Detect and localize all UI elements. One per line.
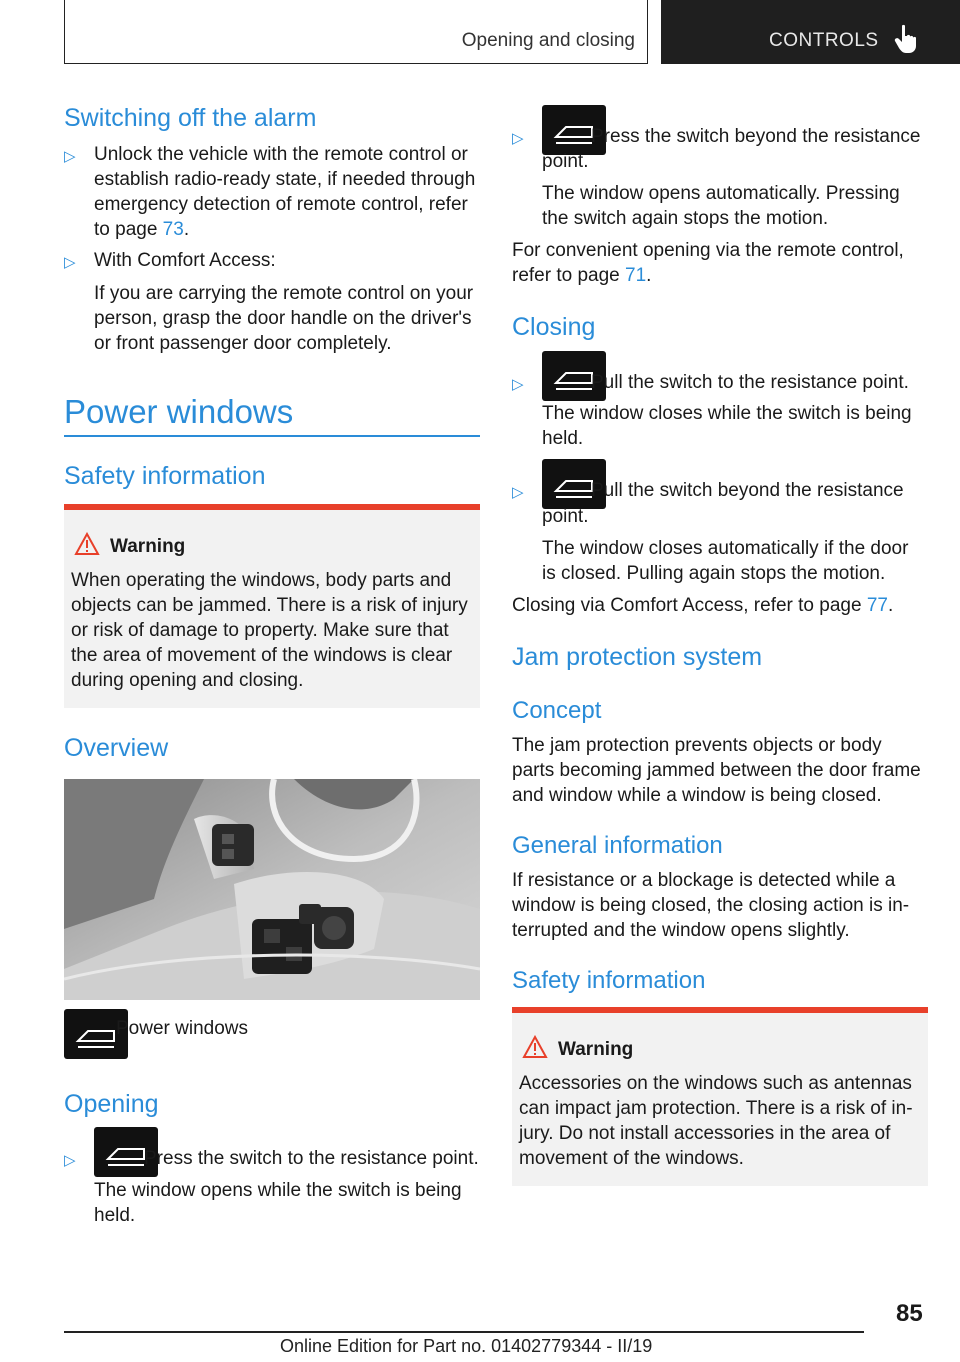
safety-heading-left: Safety information	[64, 462, 266, 490]
triangle-bullet-icon: ▷	[64, 254, 76, 271]
opening-bullet2-body: The window opens automatically. Pressing the switch again stops the motion.	[542, 183, 900, 229]
opening-bullet1-text: Press the switch to the resistance point.	[144, 1148, 479, 1169]
edition-text: Online Edition for Part no. 01402779344 - II/19	[280, 1336, 653, 1356]
closing-bullet1-text: Pull the switch to the resistance point.	[591, 372, 909, 393]
closing-heading: Closing	[512, 313, 596, 341]
general-info-heading: General information	[512, 832, 723, 859]
warning-text-left: When operating the windows, body parts and objects can be jammed. There is a risk of injury or risk of damage to property. Make sure that the area of movement of the windows is clear during opening and closing.	[71, 570, 468, 691]
hand-pointer-icon	[894, 24, 920, 54]
opening-bullet1-body: The window opens while the switch is being held.	[94, 1180, 462, 1226]
alarm-heading: Switching off the alarm	[64, 104, 317, 132]
convenient-opening-text: For convenient opening via the remote control, refer to page 71.	[512, 240, 904, 286]
warning-triangle-icon	[74, 532, 100, 556]
header-chapter-box	[661, 0, 960, 64]
page-link-77[interactable]: 77	[866, 595, 888, 616]
opening-bullet2-text: Press the switch beyond the resistance	[591, 126, 921, 147]
door-panel-photo	[64, 779, 480, 1000]
warning-box-left	[64, 504, 480, 708]
closing-bullet2-text: Pull the switch beyond the resistance	[591, 480, 904, 501]
triangle-bullet-icon: ▷	[512, 376, 524, 393]
header-chapter-title: CONTROLS	[769, 30, 879, 51]
page-number: 85	[896, 1300, 923, 1327]
warning-label-right: Warning	[558, 1039, 634, 1060]
triangle-bullet-icon: ▷	[64, 1152, 76, 1169]
power-windows-heading: Power windows	[64, 393, 294, 430]
footer-rule	[64, 1331, 864, 1333]
alarm-bullet1-text: Unlock the vehicle with the remote control or establish radio-ready state, if needed through emergency detection of remote control, refer to page 73.	[94, 144, 476, 240]
warning-box-right	[512, 1007, 928, 1186]
safety-heading-right: Safety information	[512, 967, 706, 994]
comfort-access-text: Closing via Comfort Access, refer to page 77.	[512, 595, 894, 616]
closing-bullet2-body: The window closes automatically if the door is closed. Pulling again stops the motion.	[542, 538, 909, 584]
opening-bullet2-cont: point.	[542, 151, 589, 172]
alarm-bullet2-text: With Comfort Access:	[94, 250, 276, 271]
triangle-bullet-icon: ▷	[64, 148, 76, 165]
warning-triangle-icon	[522, 1035, 548, 1059]
closing-bullet2-cont: point.	[542, 506, 589, 527]
general-info-text: If resistance or a blockage is detected while a window is being closed, the closing action is in- terrupted and the window opens slightly.	[512, 870, 910, 941]
triangle-bullet-icon: ▷	[512, 484, 524, 501]
overview-heading: Overview	[64, 734, 169, 762]
warning-text-right: Accessories on the windows such as antennas can impact jam protection. There is a risk of in- jury. Do not install accessories in the area of movement of the windows.	[519, 1073, 913, 1169]
warning-label: Warning	[110, 536, 186, 557]
closing-bullet1-body: The window closes while the switch is being held.	[542, 403, 912, 449]
triangle-bullet-icon: ▷	[512, 130, 524, 147]
jam-protection-heading: Jam protection system	[512, 643, 763, 671]
page-link-73[interactable]: 73	[162, 219, 184, 240]
heading-rule	[64, 435, 480, 437]
concept-text: The jam protection prevents objects or body parts becoming jammed between the door frame and window while a window is being closed.	[512, 735, 921, 806]
opening-heading: Opening	[64, 1090, 159, 1118]
header-section-title: Opening and closing	[461, 30, 635, 51]
header-section-box	[64, 0, 648, 64]
alarm-bullet2-body: If you are carrying the remote control on your person, grasp the door handle on the driver's or front passenger door completely.	[94, 283, 474, 354]
page-link-71[interactable]: 71	[625, 265, 647, 286]
power-windows-caption: Power windows	[116, 1018, 248, 1039]
concept-heading: Concept	[512, 697, 602, 724]
